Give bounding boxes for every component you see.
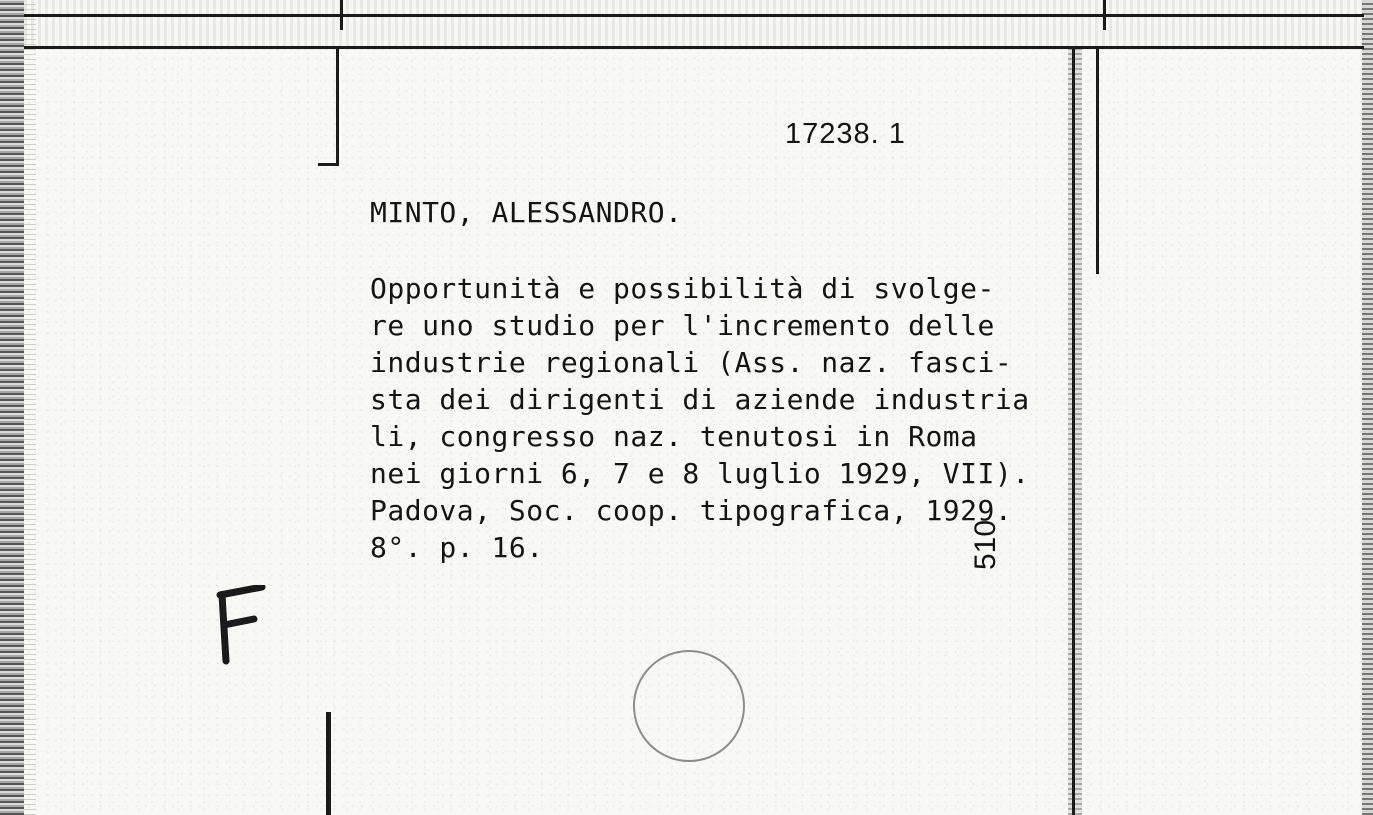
right-scan-edge	[1362, 0, 1373, 815]
left-tab-foot	[318, 163, 338, 166]
description-line: industrie regionali (Ass. naz. fasci-	[370, 346, 1013, 379]
author-heading: MINTO, ALESSANDRO.	[370, 196, 683, 229]
left-scan-edge	[0, 0, 24, 815]
description-line: re uno studio per l'incremento delle	[370, 309, 995, 342]
top-border-band	[24, 0, 1364, 50]
description-line: nei giorni 6, 7 e 8 luglio 1929, VII).	[370, 457, 1030, 490]
right-tab-curve	[1096, 46, 1099, 274]
description-line: li, congresso naz. tenutosi in Roma	[370, 420, 978, 453]
bottom-left-tab	[326, 712, 331, 815]
punch-hole-circle	[633, 650, 745, 762]
top-rule	[24, 14, 1364, 17]
right-tab-line	[1072, 46, 1075, 815]
right-tab-top	[1103, 0, 1106, 30]
handwritten-f-mark	[212, 585, 272, 665]
left-scan-shadow	[24, 0, 36, 815]
card-number: 17238. 1	[785, 118, 906, 150]
description-line: sta dei dirigenti di aziende industria	[370, 383, 1030, 416]
shelf-mark: 510	[969, 519, 1002, 571]
second-rule	[24, 46, 1364, 49]
card-right-edge-strip	[1068, 48, 1082, 815]
description-line: Opportunità e possibilità di svolge-	[370, 272, 995, 305]
left-tab-top	[340, 0, 343, 30]
description-line: Padova, Soc. coop. tipografica, 1929.	[370, 494, 1013, 527]
description-line: 8°. p. 16.	[370, 531, 544, 564]
left-tab-line	[336, 46, 339, 166]
